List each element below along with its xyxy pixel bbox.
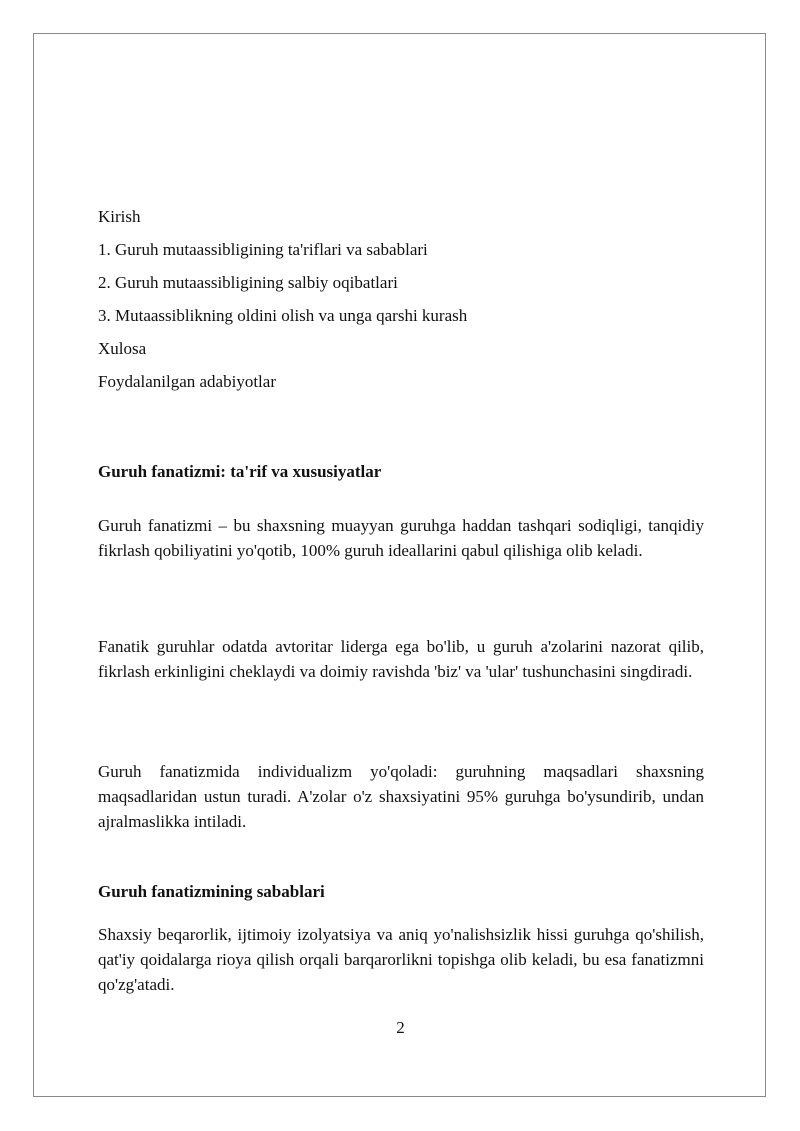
toc-item-introduction: Kirish	[98, 207, 141, 226]
table-of-contents	[98, 200, 704, 398]
paragraph-individualism-loss: Guruh fanatizmida individualizm yo'qoladi: guruhning maqsadlari shaxsning maqsadlaridan ustun turadi. A'zolar o'z shaxsiyatini 95% guruhga bo'ysundirib, undan ajralmaslikka intiladi.	[98, 762, 704, 831]
paragraph-authoritarian-leader: Fanatik guruhlar odatda avtoritar liderga ega bo'lib, u guruh a'zolarini nazorat qilib, fikrlash erkinligini cheklaydi va doimiy ravishda 'biz' va 'ular' tushunchasini singdiradi.	[98, 637, 704, 681]
paragraph-definition: Guruh fanatizmi – bu shaxsning muayyan guruhga haddan tashqari sodiqligi, tanqidiy fikrlash qobiliyatini yo'qotib, 100% guruh ideallarini qabul qilishiga olib keladi.	[98, 516, 704, 560]
toc-item-chapter-1: 1. Guruh mutaassibligining ta'riflari va sabablari	[98, 240, 428, 259]
page-number: 2	[396, 1018, 405, 1037]
toc-item-chapter-2: 2. Guruh mutaassibligining salbiy oqibatlari	[98, 273, 398, 292]
toc-item-conclusion: Xulosa	[98, 339, 147, 358]
toc-item-references: Foydalanilgan adabiyotlar	[98, 372, 276, 391]
toc-item-chapter-3: 3. Mutaassiblikning oldini olish va unga qarshi kurash	[98, 306, 468, 325]
paragraph-causes: Shaxsiy beqarorlik, ijtimoiy izolyatsiya va aniq yo'nalishsizlik hissi guruhga qo'shilish, qat'iy qoidalarga rioya qilish orqali barqarorlikni topishga olib keladi, bu esa fanatizmni qo'zg'atadi.	[98, 925, 704, 994]
section-heading-definition: Guruh fanatizmi: ta'rif va xususiyatlar	[98, 462, 382, 481]
section-heading-causes: Guruh fanatizmining sabablari	[98, 882, 325, 901]
document-page	[33, 33, 766, 1097]
